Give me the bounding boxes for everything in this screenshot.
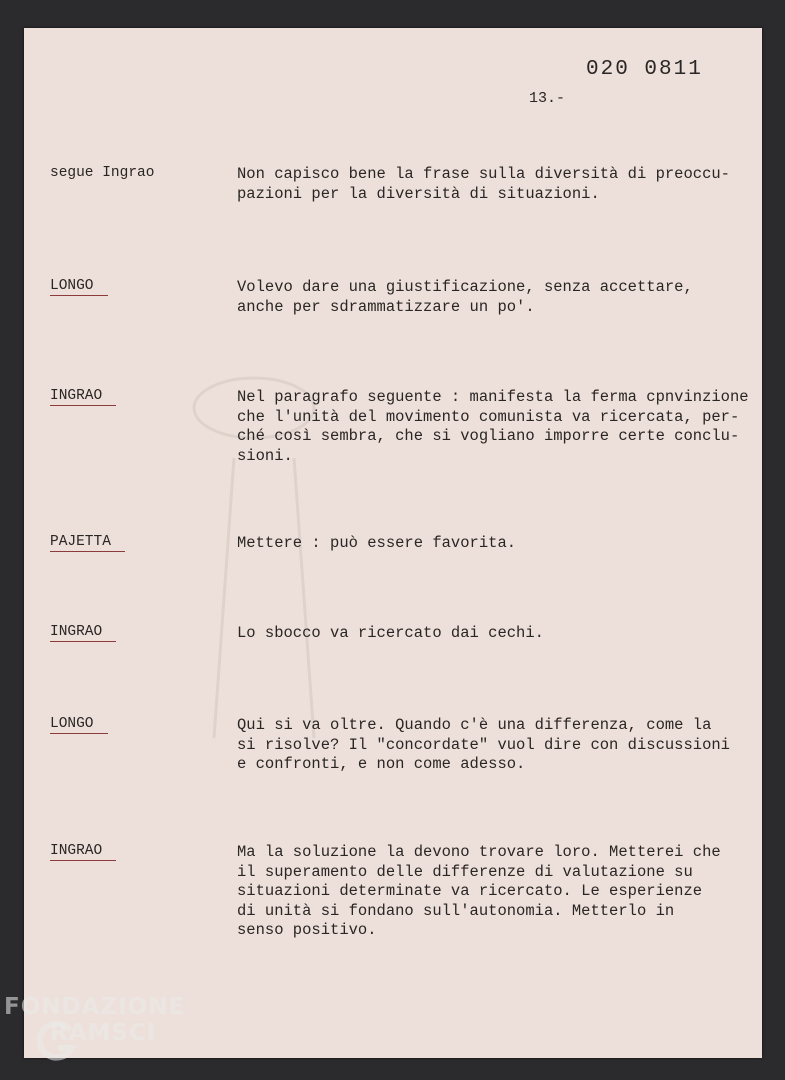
- speaker-label: segue Ingrao: [50, 165, 155, 181]
- document-page: [24, 28, 762, 1058]
- watermark-line-2: RAMSCI: [50, 1020, 157, 1046]
- speaker-label: LONGO: [50, 278, 108, 296]
- speaker-label: LONGO: [50, 716, 108, 734]
- archive-watermark-logo: [4, 994, 204, 1046]
- entry-text: Nel paragrafo seguente : manifesta la ferma cpnvinzione che l'unità del movimento comunista va ricercata, per- ché così sembra, che si vogliano imporre certe conclu- sioni.: [237, 388, 749, 465]
- page-number: 13.-: [529, 90, 566, 107]
- speaker-label: INGRAO: [50, 624, 116, 642]
- entry-text: Lo sbocco va ricercato dai cechi.: [237, 624, 544, 642]
- watermark-line-1: FONDAZIONE: [4, 994, 186, 1020]
- entry-text: Volevo dare una giustificazione, senza accettare, anche per sdrammatizzare un po'.: [237, 278, 693, 316]
- entry-text: Ma la soluzione la devono trovare loro. Metterei che il superamento delle differenze di valutazione su situazioni determinate va ricercato. Le esperienze di unità si fondano sull'autonomia. Metterlo in senso positivo.: [237, 843, 721, 939]
- entry-text: Mettere : può essere favorita.: [237, 534, 517, 552]
- document-id-number: 020 0811: [586, 58, 703, 81]
- speaker-label: PAJETTA: [50, 534, 125, 552]
- speaker-label: INGRAO: [50, 388, 116, 406]
- g-logo-icon: [34, 1020, 78, 1064]
- speaker-label: INGRAO: [50, 843, 116, 861]
- entry-text: Non capisco bene la frase sulla diversità di preoccu- pazioni per la diversità di situazioni.: [237, 165, 730, 203]
- entry-text: Qui si va oltre. Quando c'è una differenza, come la si risolve? Il "concordate" vuol dire con discussioni e confronti, e non come adesso.: [237, 716, 730, 773]
